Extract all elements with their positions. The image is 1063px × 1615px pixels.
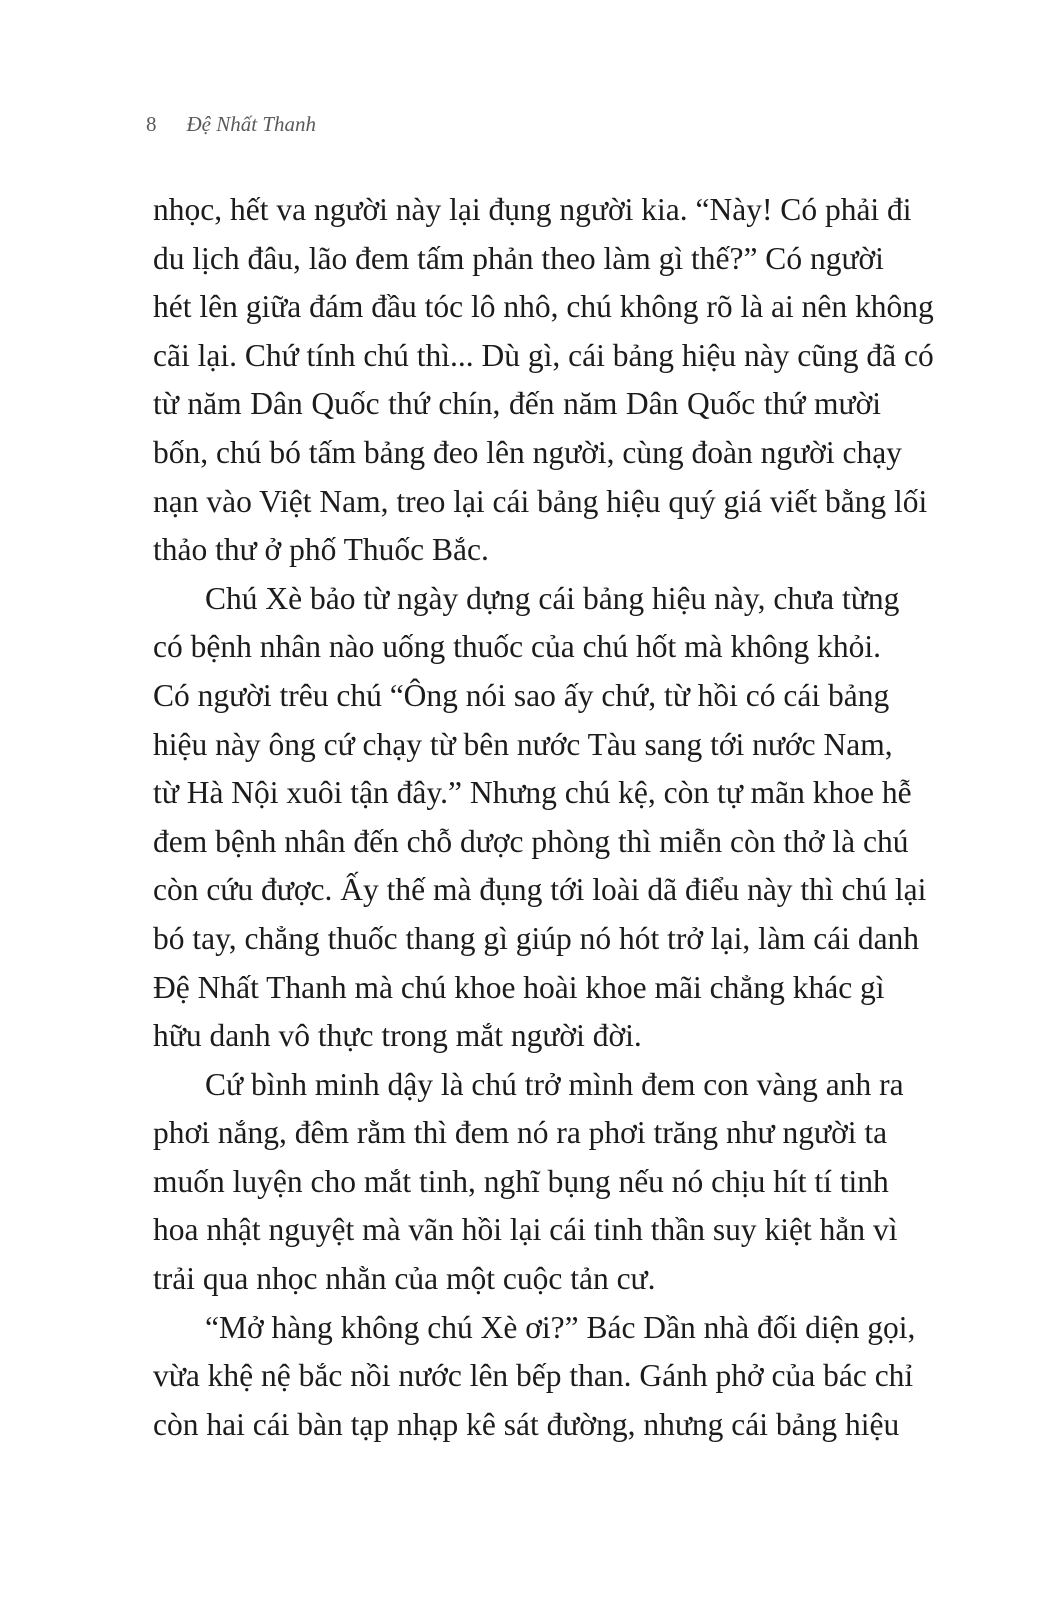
text-line: trải qua nhọc nhằn của một cuộc tản cư. [153,1261,656,1297]
text-line: đem bệnh nhân đến chỗ dược phòng thì miễn còn thở là chú [153,823,909,859]
paragraph [153,575,927,1061]
text-line: cãi lại. Chứ tính chú thì... Dù gì, cái bảng hiệu này cũng đã có [153,337,934,373]
text-line: nhọc, hết va người này lại đụng người kia. “Này! Có phải đi [153,192,912,227]
text-line: thảo thư ở phố Thuốc Bắc. [153,532,489,568]
text-line: vừa khệ nệ bắc nồi nước lên bếp than. Gánh phở của bác chỉ [153,1358,914,1394]
book-title: Đệ Nhất Thanh [186,112,317,136]
text-line: muốn luyện cho mắt tinh, nghĩ bụng nếu nó chịu hít tí tinh [153,1163,889,1199]
paragraph [153,1061,904,1304]
text-line: còn hai cái bàn tạp nhạp kê sát đường, nhưng cái bảng hiệu [153,1406,900,1442]
text-line: hiệu này ông cứ chạy từ bên nước Tàu sang tới nước Nam, [153,726,893,762]
text-line: phơi nắng, đêm rằm thì đem nó ra phơi trăng như người ta [153,1115,888,1151]
text-line: hét lên giữa đám đầu tóc lô nhô, chú không rõ là ai nên không [153,289,934,325]
paragraph [153,186,934,575]
text-line: hoa nhật nguyệt mà vãn hồi lại cái tinh thần suy kiệt hẳn vì [153,1212,898,1248]
text-line: Có người trêu chú “Ông nói sao ấy chứ, từ hồi có cái bảng [153,677,890,713]
running-header [146,112,316,137]
text-line: Cứ bình minh dậy là chú trở mình đem con vàng anh ra [205,1066,904,1102]
text-line: bó tay, chẳng thuốc thang gì giúp nó hót trở lại, làm cái danh [153,920,920,956]
paragraph [153,1304,916,1450]
page-number: 8 [146,112,157,136]
text-line: từ năm Dân Quốc thứ chín, đến năm Dân Quốc thứ mười [153,386,881,422]
text-line: còn cứu được. Ấy thế mà đụng tới loài dã điểu này thì chú lại [153,872,927,908]
text-line: hữu danh vô thực trong mắt người đời. [153,1018,642,1054]
text-line: từ Hà Nội xuôi tận đây.” Nhưng chú kệ, còn tự mãn khoe hễ [153,775,912,811]
text-line: bốn, chú bó tấm bảng đeo lên người, cùng đoàn người chạy [153,434,902,470]
text-line: nạn vào Việt Nam, treo lại cái bảng hiệu quý giá viết bằng lối [153,483,928,519]
body-text [153,186,934,1449]
text-line: “Mở hàng không chú Xè ơi?” Bác Dần nhà đối diện gọi, [205,1309,916,1345]
text-line: có bệnh nhân nào uống thuốc của chú hốt mà không khỏi. [153,629,881,665]
text-line: Đệ Nhất Thanh mà chú khoe hoài khoe mãi chẳng khác gì [153,969,885,1005]
text-line: du lịch đâu, lão đem tấm phản theo làm gì thế?” Có người [153,240,884,276]
text-line: Chú Xè bảo từ ngày dựng cái bảng hiệu này, chưa từng [205,580,900,616]
